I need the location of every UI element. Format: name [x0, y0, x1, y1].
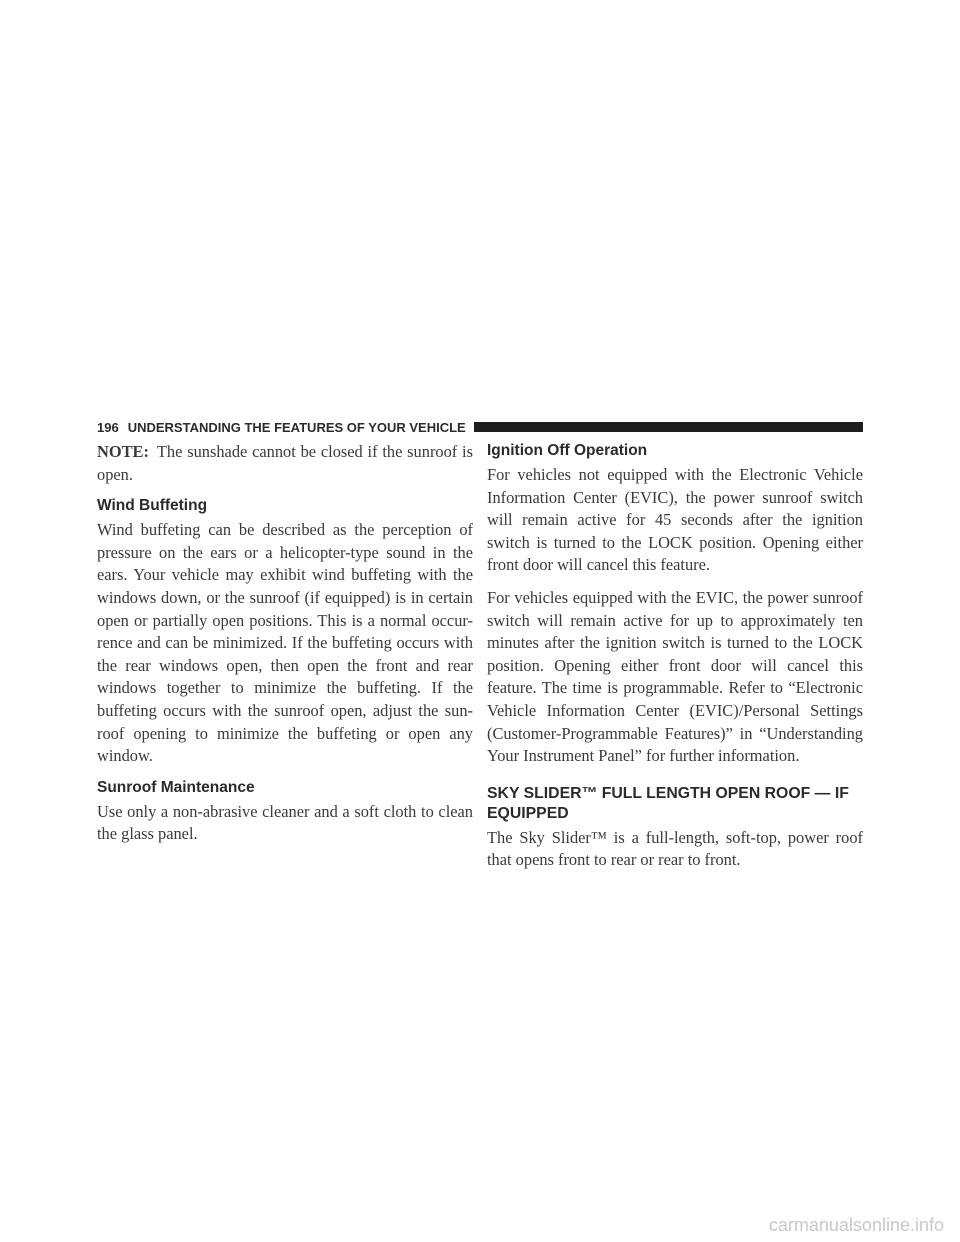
header-rule: [474, 422, 863, 432]
note-text: The sunshade cannot be closed if the sunroof is open.: [97, 442, 473, 484]
wind-buffeting-text: Wind buffeting can be described as the perception of pressure on the ears or a helicopter-type sound in the ears. Your vehicle may exhibit wind buffeting with the windows down, or the sunroof (if equipped) is in certain open or partially open positions. This is a normal occur-rence and can be minimized. If the buffeting occurs with the rear windows open, then open the front and rear windows together to minimize the buffeting. If the buffeting occurs with the sunroof open, adjust the sun-roof opening to minimize the buffeting or open any window.: [97, 520, 473, 766]
sky-slider-text: The Sky Slider™ is a full-length, soft-top, power roof that opens front to rear or rear to front.: [487, 827, 863, 870]
sky-slider-heading: SKY SLIDER™ FULL LENGTH OPEN ROOF — IF EQUIPPED: [487, 784, 849, 822]
sunroof-maintenance-text: Use only a non-abrasive cleaner and a soft cloth to clean the glass panel.: [97, 801, 473, 844]
note-label: NOTE:: [97, 442, 149, 461]
page-header: [97, 417, 863, 437]
page-number: 196: [97, 419, 119, 435]
section-title: UNDERSTANDING THE FEATURES OF YOUR VEHICLE: [127, 419, 466, 435]
note-paragraph: [97, 441, 473, 486]
right-column: [487, 441, 863, 882]
watermark: carmanualsonline.info: [768, 1215, 944, 1235]
ignition-off-text-2: For vehicles equipped with the EVIC, the power sunroof switch will remain active for up to approximately ten minutes after the ignition switch is turned to the LOCK position. Opening either front door will cancel this feature. The time is programmable. Refer to “Electronic Vehicle Information Center (EVIC)/Personal Settings (Customer-Programmable Features)” in “Understanding Your Instrument Panel” for further information.: [487, 587, 863, 766]
sunroof-maintenance-heading: Sunroof Maintenance: [97, 778, 255, 796]
left-column: [97, 441, 473, 856]
ignition-off-text-1: For vehicles not equipped with the Electronic Vehicle Information Center (EVIC), the power sunroof switch will remain active for 45 seconds after the ignition switch is turned to the LOCK position. Opening either front door will cancel this feature.: [487, 465, 863, 575]
wind-buffeting-heading: Wind Buffeting: [97, 497, 208, 515]
ignition-off-heading: Ignition Off Operation: [487, 442, 648, 459]
